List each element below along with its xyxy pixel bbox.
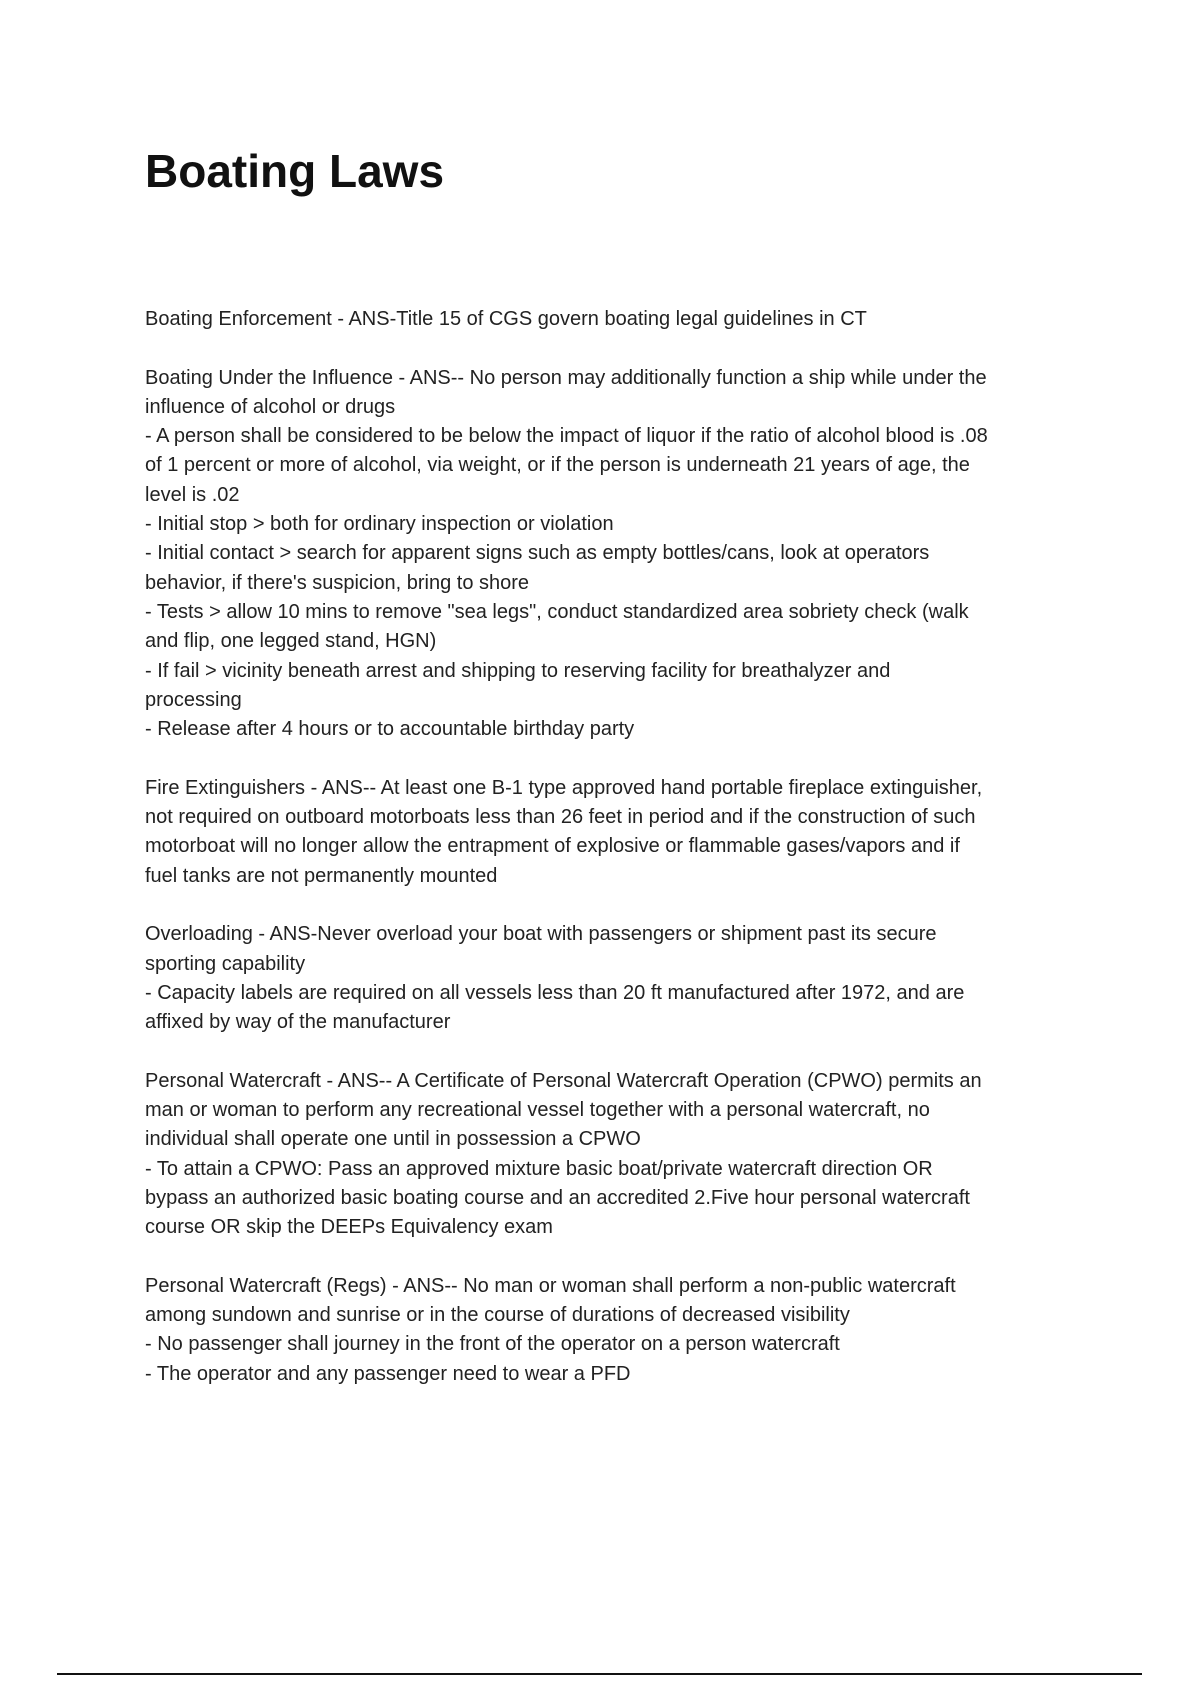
text-line: Personal Watercraft (Regs) - ANS-- No man or woman shall perform a non-public watercraft (145, 1274, 956, 1297)
text-line: level is .02 (145, 483, 240, 506)
text-line: course OR skip the DEEPs Equivalency exam (145, 1216, 553, 1239)
text-line: - If fail > vicinity beneath arrest and shipping to reserving facility for breathalyzer and (145, 659, 891, 682)
document-body (145, 305, 1105, 1418)
text-line: Fire Extinguishers - ANS-- At least one B-1 type approved hand portable fireplace extinguisher, (145, 776, 983, 799)
paragraph (145, 1272, 1105, 1389)
text-line: motorboat will no longer allow the entrapment of explosive or flammable gases/vapors and if (145, 835, 960, 858)
text-line: of 1 percent or more of alcohol, via weight, or if the person is underneath 21 years of age, the (145, 454, 970, 477)
text-line: Boating Under the Influence - ANS-- No person may additionally function a ship while under the (145, 366, 987, 389)
text-line: bypass an authorized basic boating course and an accredited 2.Five hour personal watercraft (145, 1186, 970, 1209)
text-line: and flip, one legged stand, HGN) (145, 630, 437, 653)
text-line: fuel tanks are not permanently mounted (145, 864, 498, 887)
text-line: sporting capability (145, 952, 306, 975)
text-line: among sundown and sunrise or in the course of durations of decreased visibility (145, 1304, 850, 1327)
text-line: behavior, if there's suspicion, bring to shore (145, 571, 530, 594)
text-line: - Initial contact > search for apparent signs such as empty bottles/cans, look at operators (145, 542, 930, 565)
text-line: - Capacity labels are required on all vessels less than 20 ft manufactured after 1972, and are (145, 981, 965, 1004)
text-line: - The operator and any passenger need to wear a PFD (145, 1362, 631, 1385)
text-line: - A person shall be considered to be below the impact of liquor if the ratio of alcohol blood is .08 (145, 425, 988, 448)
text-line: not required on outboard motorboats less than 26 feet in period and if the construction of such (145, 806, 976, 829)
text-line: - Initial stop > both for ordinary inspection or violation (145, 513, 614, 536)
text-line: Overloading - ANS-Never overload your boat with passengers or shipment past its secure (145, 923, 937, 946)
text-line: Personal Watercraft - ANS-- A Certificate of Personal Watercraft Operation (CPWO) permits an (145, 1069, 982, 1092)
text-line: - To attain a CPWO: Pass an approved mixture basic boat/private watercraft direction OR (145, 1157, 933, 1180)
text-line: - No passenger shall journey in the front of the operator on a person watercraft (145, 1333, 840, 1356)
paragraph (145, 364, 1105, 745)
text-line: - Tests > allow 10 mins to remove "sea legs", conduct standardized area sobriety check (walk (145, 600, 969, 623)
text-line: processing (145, 688, 242, 711)
text-line: Boating Enforcement - ANS-Title 15 of CGS govern boating legal guidelines in CT (145, 308, 867, 330)
footer-divider (57, 1673, 1142, 1675)
paragraph (145, 774, 1105, 891)
text-line: influence of alcohol or drugs (145, 395, 396, 418)
paragraph (145, 1067, 1105, 1243)
text-line: man or woman to perform any recreational vessel together with a personal watercraft, no (145, 1099, 930, 1122)
paragraph (145, 305, 1105, 334)
text-line: - Release after 4 hours or to accountable birthday party (145, 718, 635, 741)
paragraph (145, 920, 1105, 1037)
text-line: affixed by way of the manufacturer (145, 1011, 451, 1034)
text-line: individual shall operate one until in possession a CPWO (145, 1128, 641, 1151)
page-title: Boating Laws (145, 145, 445, 197)
